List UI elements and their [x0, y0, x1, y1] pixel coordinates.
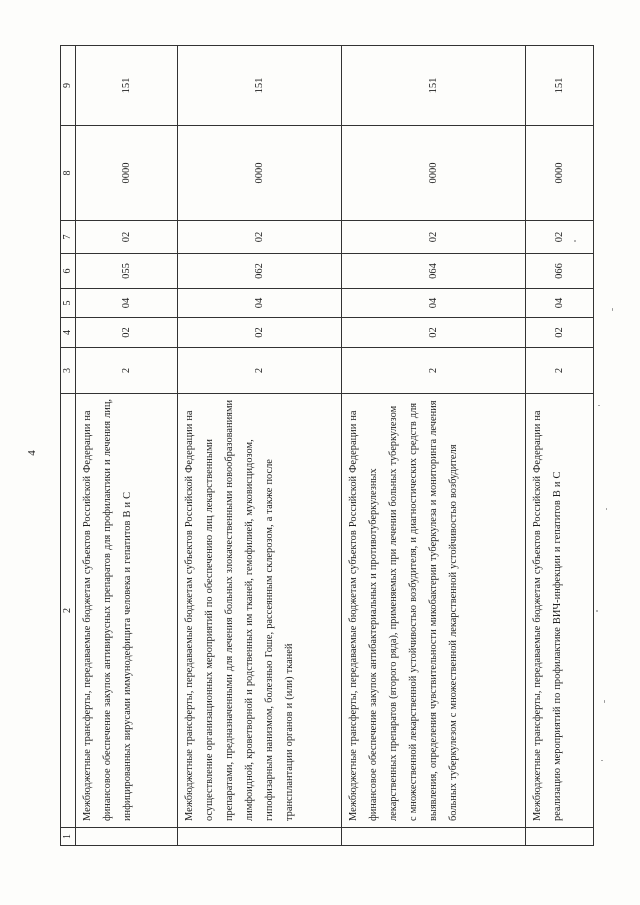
cell-col3: 2	[526, 348, 594, 394]
empty-cell	[526, 828, 594, 846]
header-cell: 9	[61, 46, 76, 126]
cell-col4: 02	[526, 318, 594, 348]
cell-col5: 04	[526, 289, 594, 318]
table-row	[178, 46, 342, 846]
table-row	[526, 46, 594, 846]
cell-col6: 064	[342, 254, 526, 289]
row-name: Межбюджетные трансферты, передаваемые бюджетам субъектов Российской Федерации на финансовое обеспечение закупок антивирусных препаратов для профилактики и лечения лиц, инфицированных вирусами иммунодефицита человека и гепатитов B и C	[76, 394, 178, 828]
header-cell: 3	[61, 348, 76, 394]
cell-col8: 0000	[178, 126, 342, 221]
cell-col7: 02	[526, 221, 594, 254]
scan-speck	[596, 610, 598, 612]
table-row	[342, 46, 526, 846]
header-cell: 7	[61, 221, 76, 254]
scan-speck	[574, 240, 576, 242]
header-cell: 2	[61, 394, 76, 828]
cell-col3: 2	[76, 348, 178, 394]
scan-speck	[606, 508, 607, 510]
header-cell: 5	[61, 289, 76, 318]
cell-col6: 066	[526, 254, 594, 289]
cell-col7: 02	[342, 221, 526, 254]
header-cell: 6	[61, 254, 76, 289]
scan-speck	[612, 308, 613, 311]
cell-col9: 151	[342, 46, 526, 126]
page-number: 4	[26, 450, 38, 456]
row-name: Межбюджетные трансферты, передаваемые бюджетам субъектов Российской Федерации на осуществление организационных мероприятий по обеспечению лиц лекарственными препаратами, предназначенными для лечения больных злокачественными новообразованиями лимфоидной, кроветворной и родственных им тканей, гемофилией, муковисцидозом, гипофизарным нанизмом, болезнью Гоше, рассеянным склерозом, а также после трансплантации органов и (или) тканей	[178, 394, 342, 828]
cell-col5: 04	[178, 289, 342, 318]
table-row	[76, 46, 178, 846]
row-name: Межбюджетные трансферты, передаваемые бюджетам субъектов Российской Федерации на финансовое обеспечение закупок антибактериальных и противотуберкулезных лекарственных препаратов (второго ряда), применяемых при лечении больных туберкулезом с множественной лекарственной устойчивостью возбудителя, и диагностических средств для выявления, определения чувствительности микобактерии туберкулеза и мониторинга лечения больных туберкулезом с множественной лекарственной устойчивостью возбудителя	[342, 394, 526, 828]
header-row	[61, 46, 76, 846]
cell-col6: 055	[76, 254, 178, 289]
cell-col4: 02	[342, 318, 526, 348]
cell-col9: 151	[76, 46, 178, 126]
cell-col8: 0000	[526, 126, 594, 221]
cell-col9: 151	[178, 46, 342, 126]
cell-col4: 02	[178, 318, 342, 348]
cell-col6: 062	[178, 254, 342, 289]
cell-col3: 2	[178, 348, 342, 394]
scan-speck	[604, 700, 605, 703]
scan-speck	[601, 760, 603, 761]
cell-col8: 0000	[342, 126, 526, 221]
cell-col7: 02	[178, 221, 342, 254]
scan-speck	[598, 405, 600, 406]
cell-col4: 02	[76, 318, 178, 348]
header-cell: 1	[61, 828, 76, 846]
cell-col5: 04	[76, 289, 178, 318]
empty-cell	[342, 828, 526, 846]
row-name: Межбюджетные трансферты, передаваемые бюджетам субъектов Российской Федерации на реализацию мероприятий по профилактике ВИЧ-инфекции и гепатитов B и C	[526, 394, 594, 828]
rotated-table-container	[60, 46, 580, 846]
cell-col9: 151	[526, 46, 594, 126]
cell-col8: 0000	[76, 126, 178, 221]
header-cell: 4	[61, 318, 76, 348]
cell-col3: 2	[342, 348, 526, 394]
header-cell: 8	[61, 126, 76, 221]
empty-cell	[76, 828, 178, 846]
cell-col7: 02	[76, 221, 178, 254]
empty-cell	[178, 828, 342, 846]
cell-col5: 04	[342, 289, 526, 318]
budget-codes-table	[60, 45, 594, 846]
